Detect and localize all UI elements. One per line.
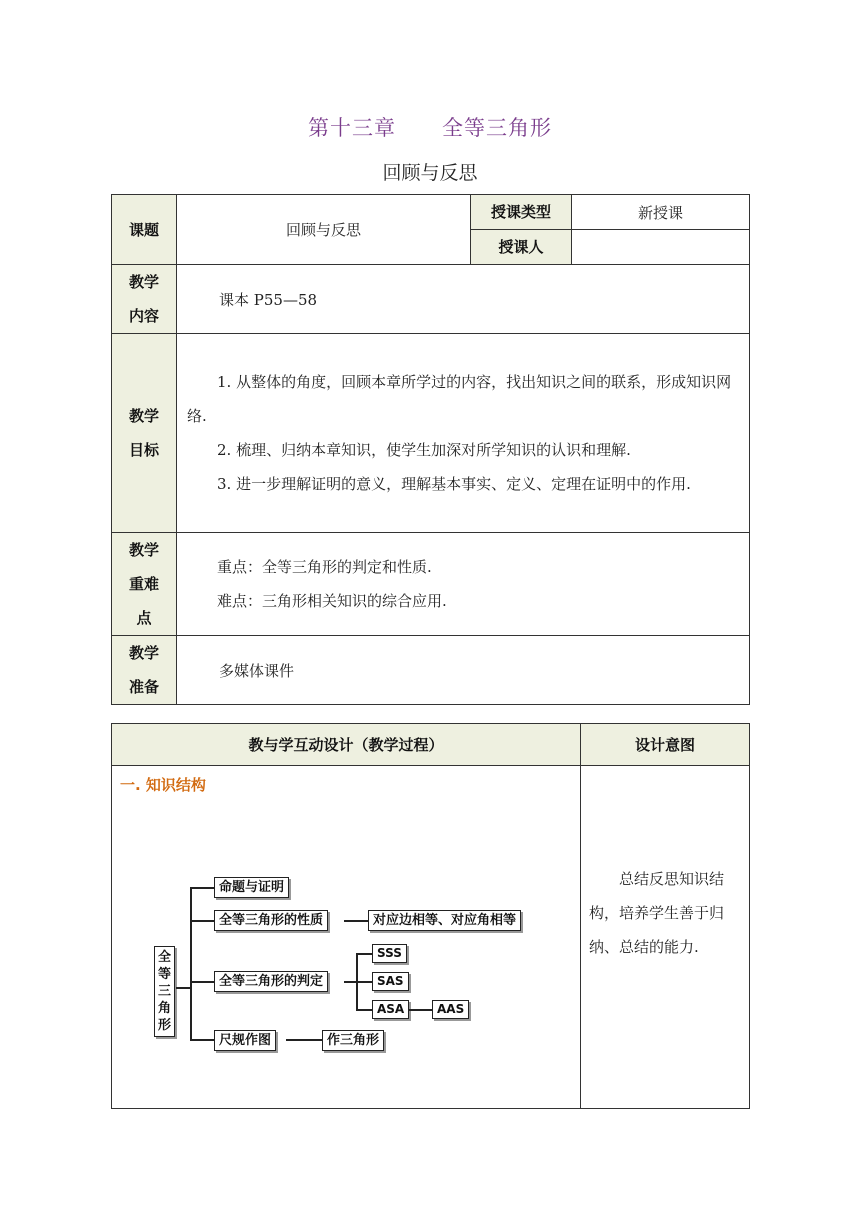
key-point: 重点：全等三角形的判定和性质. (217, 558, 432, 576)
lesson-title: 回顾与反思 (382, 162, 478, 184)
node-sas: SAS (372, 972, 409, 991)
teacher-label: 授课人 (471, 230, 572, 265)
connector (408, 1009, 432, 1011)
objectives-label: 教学目标 (112, 334, 177, 533)
content-label: 教学内容 (112, 265, 177, 334)
design-intent-text: 总结反思知识结构，培养学生善于归纳、总结的能力. (589, 870, 725, 956)
design-intent-cell (581, 766, 750, 1109)
node-proposition: 命题与证明 (214, 877, 289, 898)
node-criteria: 全等三角形的判定 (214, 971, 328, 992)
connector (190, 1039, 214, 1041)
chapter-number: 第十三章 (308, 116, 396, 140)
topic-label: 课题 (112, 195, 177, 265)
objective-item: 2. 梳理、归纳本章知识，使学生加深对所学知识的认识和理解. (217, 441, 631, 459)
node-construction: 尺规作图 (214, 1030, 276, 1051)
node-property-detail: 对应边相等、对应角相等 (368, 910, 521, 931)
difficult-point: 难点：三角形相关知识的综合应用. (217, 592, 447, 610)
node-asa: ASA (372, 1000, 409, 1019)
connector (286, 1039, 322, 1041)
connector (356, 981, 372, 983)
node-root: 全等三角形 (154, 946, 175, 1037)
knowledge-structure-diagram (112, 766, 581, 1109)
lesson-type-label: 授课类型 (471, 195, 572, 230)
connector (190, 887, 214, 889)
keypoints-content (177, 533, 750, 636)
teacher-value (572, 230, 750, 265)
connector (176, 987, 190, 989)
content-value: 课本 P55—58 (177, 265, 750, 334)
prep-label: 教学准备 (112, 636, 177, 705)
topic-value: 回顾与反思 (177, 195, 471, 265)
node-construct-triangle: 作三角形 (322, 1030, 384, 1051)
connector (356, 953, 372, 955)
section-title-knowledge-structure: 一. 知识结构 (120, 776, 206, 794)
connector (344, 981, 356, 983)
objectives-list (177, 334, 750, 533)
process-column-header: 教与学互动设计（教学过程） (112, 724, 581, 766)
connector (190, 981, 214, 983)
chapter-title (0, 112, 860, 142)
process-content (112, 766, 581, 1109)
node-aas: AAS (432, 1000, 469, 1019)
connector (190, 920, 214, 922)
chapter-name: 全等三角形 (442, 116, 552, 140)
prep-value: 多媒体课件 (177, 636, 750, 705)
objective-item: 1. 从整体的角度，回顾本章所学过的内容，找出知识之间的联系，形成知识网络. (187, 373, 732, 425)
objective-item: 3. 进一步理解证明的意义，理解基本事实、定义、定理在证明中的作用. (217, 475, 691, 493)
intent-column-header: 设计意图 (581, 724, 750, 766)
teaching-process-table (111, 723, 750, 1109)
node-property: 全等三角形的性质 (214, 910, 328, 931)
lesson-type-value: 新授课 (572, 195, 750, 230)
connector (356, 1009, 372, 1011)
connector (344, 920, 368, 922)
node-sss: SSS (372, 944, 407, 963)
keypoints-label: 教学重难点 (112, 533, 177, 636)
connector (190, 887, 192, 1040)
lesson-info-table (111, 194, 750, 705)
